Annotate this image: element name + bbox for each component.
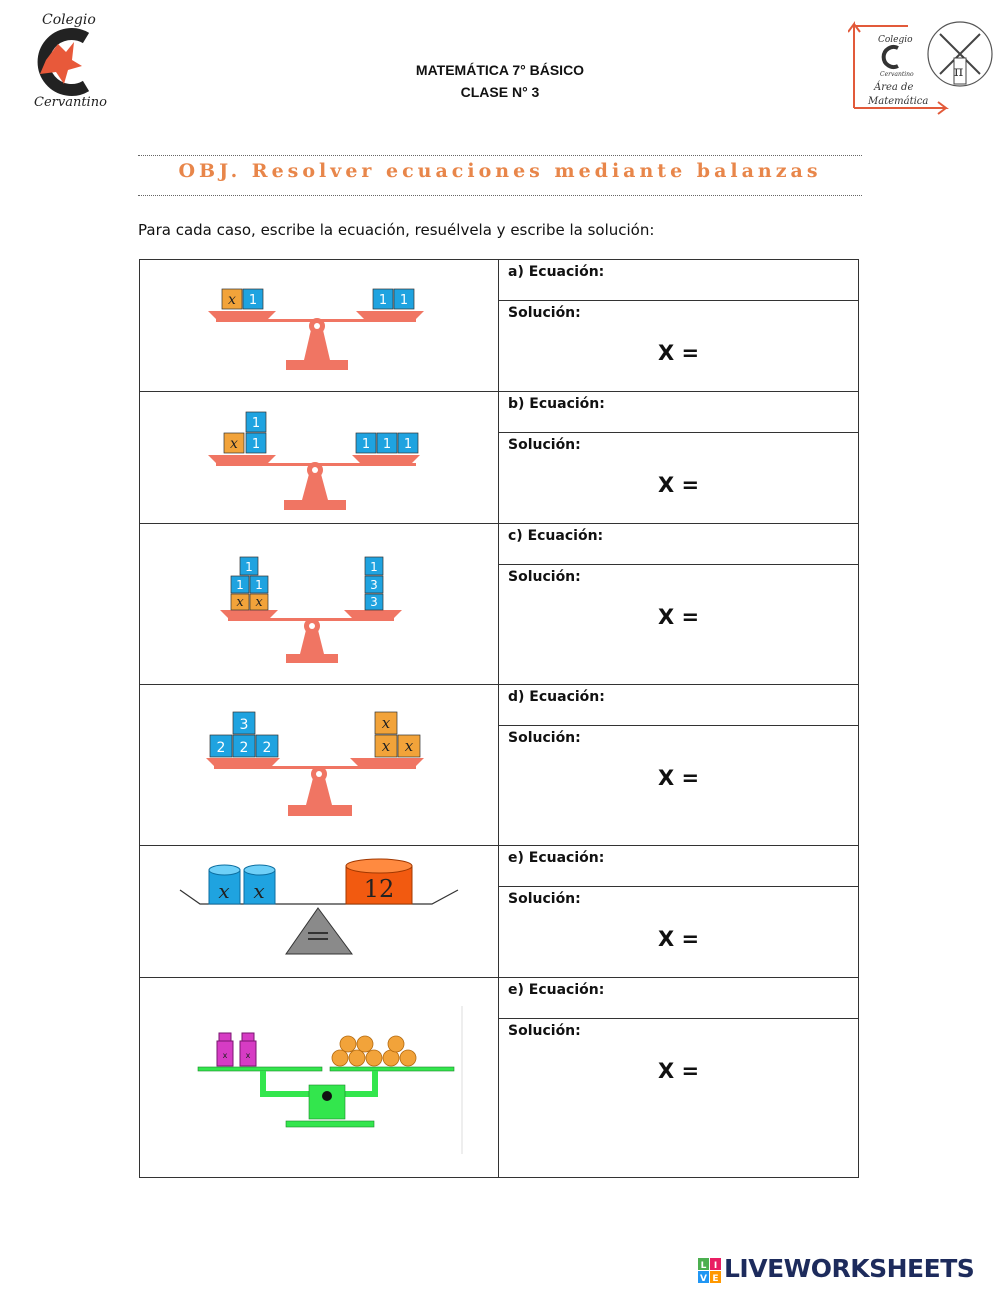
- svg-text:1: 1: [378, 293, 388, 308]
- svg-text:x: x: [245, 1051, 251, 1060]
- equation-label-a: a) Ecuación:: [508, 264, 605, 280]
- svg-text:1: 1: [236, 578, 244, 592]
- school-logo-left: [28, 8, 108, 113]
- svg-text:E: E: [712, 1274, 719, 1284]
- svg-text:Colegio: Colegio: [878, 35, 913, 45]
- svg-text:1: 1: [255, 578, 263, 592]
- svg-text:x: x: [228, 292, 236, 308]
- liveworksheets-badge-icon: [698, 1258, 722, 1284]
- svg-text:x: x: [381, 737, 391, 755]
- solution-label-c: Solución:: [508, 569, 581, 586]
- exercise-table: [139, 259, 859, 1178]
- objective: OBJ. Resolver ecuaciones mediante balanzas: [178, 160, 822, 182]
- answer-field-b[interactable]: X =: [657, 473, 700, 498]
- liveworksheets-logo[interactable]: [698, 1254, 998, 1288]
- liveworksheets-brand-text: LIVEWORKSHEETS: [724, 1254, 975, 1283]
- exercise-row-e: [140, 846, 859, 887]
- logo-text-colegio: Colegio: [42, 12, 96, 28]
- math-area-logo: [848, 18, 994, 116]
- answer-field-a[interactable]: X =: [657, 341, 700, 366]
- svg-text:Cervantino: Cervantino: [880, 71, 914, 78]
- equation-label-b: b) Ecuación:: [508, 396, 605, 412]
- cylinder-x-2: [244, 865, 275, 904]
- solution-label-d: Solución:: [508, 730, 581, 747]
- balance-image-d: [140, 685, 499, 846]
- exercise-row-a: [140, 260, 859, 301]
- svg-text:x: x: [218, 879, 230, 903]
- magenta-weight-x-2: [240, 1033, 256, 1066]
- balance-image-a: [140, 260, 499, 392]
- equation-label-d: d) Ecuación:: [508, 689, 605, 705]
- svg-text:1: 1: [251, 416, 261, 431]
- exercise-row-f: [140, 978, 859, 1019]
- exercise-row-d: [140, 685, 859, 726]
- svg-text:I: I: [713, 1261, 718, 1271]
- answer-field-c[interactable]: X =: [657, 605, 700, 630]
- answer-field-d[interactable]: X =: [657, 766, 700, 791]
- svg-text:3: 3: [370, 595, 378, 609]
- divider-top: [138, 155, 862, 156]
- svg-text:x: x: [230, 436, 238, 452]
- svg-text:2: 2: [216, 740, 226, 756]
- logo-text-cervantino: Cervantino: [34, 95, 107, 110]
- solution-label-a: Solución:: [508, 305, 581, 322]
- svg-text:Matemática: Matemática: [868, 96, 929, 107]
- svg-text:2: 2: [239, 740, 249, 756]
- balance-image-c: [140, 524, 499, 685]
- solution-label-b: Solución:: [508, 437, 581, 454]
- svg-text:1: 1: [403, 437, 413, 452]
- svg-text:12: 12: [363, 875, 395, 903]
- svg-text:x: x: [255, 595, 263, 610]
- orange-balls: [332, 1036, 416, 1066]
- svg-text:x: x: [236, 595, 244, 610]
- svg-text:1: 1: [245, 560, 253, 574]
- cylinder-12: [346, 859, 412, 904]
- svg-text:x: x: [404, 737, 414, 755]
- svg-text:L: L: [700, 1261, 707, 1271]
- svg-text:1: 1: [248, 293, 258, 308]
- svg-text:V: V: [700, 1274, 707, 1284]
- exercise-row-b: [140, 392, 859, 433]
- svg-text:1: 1: [382, 437, 392, 452]
- solution-label-e: Solución:: [508, 891, 581, 908]
- svg-text:π: π: [954, 64, 964, 80]
- svg-text:1: 1: [361, 437, 371, 452]
- svg-text:Área de: Área de: [874, 82, 914, 93]
- svg-text:1: 1: [399, 293, 409, 308]
- svg-text:2: 2: [262, 740, 272, 756]
- svg-text:x: x: [253, 879, 265, 903]
- svg-text:1: 1: [251, 437, 261, 452]
- answer-field-e[interactable]: X =: [657, 927, 700, 952]
- divider-bottom: [138, 195, 862, 196]
- cylinder-x-1: [209, 865, 240, 904]
- exercise-row-c: [140, 524, 859, 565]
- equation-label-e: e) Ecuación:: [508, 850, 605, 866]
- svg-text:3: 3: [239, 717, 249, 733]
- class-number: CLASE N° 3: [460, 84, 540, 100]
- balance-image-b: [140, 392, 499, 524]
- balance-image-f: [140, 978, 499, 1178]
- magenta-weight-x-1: [217, 1033, 233, 1066]
- solution-label-f: Solución:: [508, 1022, 581, 1039]
- instructions: Para cada caso, escribe la ecuación, resuélvela y escribe la solución:: [138, 221, 655, 239]
- answer-field-f[interactable]: X =: [657, 1058, 700, 1083]
- equation-label-c: c) Ecuación:: [508, 528, 604, 544]
- equation-label-f: e) Ecuación:: [508, 982, 605, 998]
- balance-image-e: [140, 846, 499, 978]
- svg-text:1: 1: [370, 560, 378, 574]
- svg-text:x: x: [381, 714, 391, 732]
- svg-text:3: 3: [370, 578, 378, 592]
- svg-text:x: x: [222, 1051, 228, 1060]
- course-title: MATEMÁTICA 7° BÁSICO: [415, 62, 585, 78]
